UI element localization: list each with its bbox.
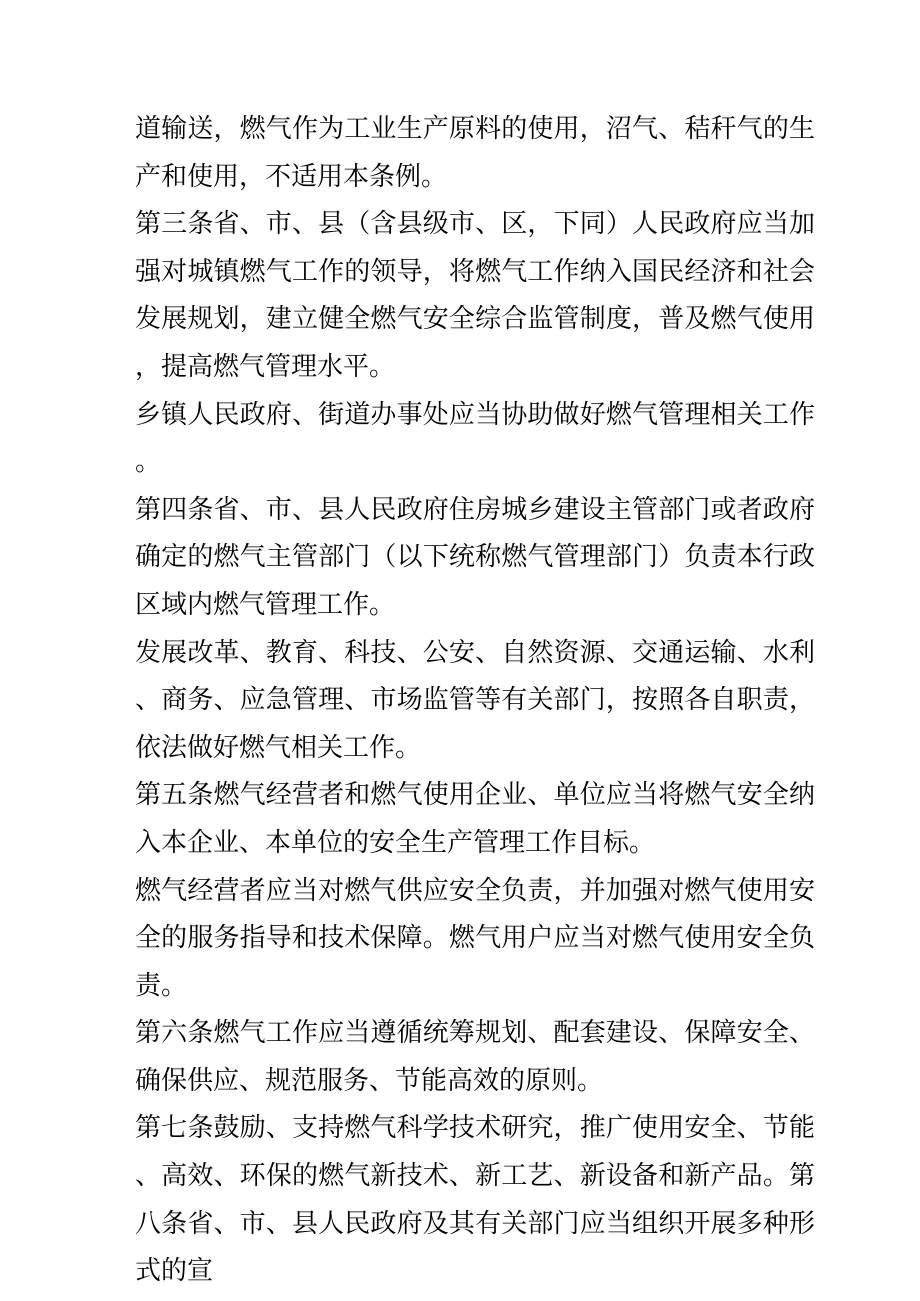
paragraph-article-3-township: 乡镇人民政府、街道办事处应当协助做好燃气管理相关工作。 — [135, 399, 815, 478]
document-body — [135, 106, 815, 1296]
paragraph-article-4: 第四条省、市、县人民政府住房城乡建设主管部门或者政府确定的燃气主管部门（以下统称燃气管理部门）负责本行政区域内燃气管理工作。 — [135, 494, 815, 620]
paragraph-article-5-operators: 燃气经营者应当对燃气供应安全负责，并加强对燃气使用安全的服务指导和技术保障。燃气用户应当对燃气使用安全负责。 — [135, 875, 815, 1001]
paragraph-article-5: 第五条燃气经营者和燃气使用企业、单位应当将燃气安全纳入本企业、本单位的安全生产管理工作目标。 — [135, 780, 815, 858]
paragraph-article-6: 第六条燃气工作应当遵循统筹规划、配套建设、保障安全、确保供应、规范服务、节能高效的原则。 — [135, 1018, 815, 1096]
paragraph-article-3: 第三条省、市、县（含县级市、区，下同）人民政府应当加强对城镇燃气工作的领导，将燃气工作纳入国民经济和社会发展规划，建立健全燃气安全综合监管制度，普及燃气使用，提高燃气管理水平。 — [135, 209, 815, 382]
paragraph-article-7-8: 第七条鼓励、支持燃气科学技术研究，推广使用安全、节能、高效、环保的燃气新技术、新工艺、新设备和新产品。第八条省、市、县人民政府及其有关部门应当组织开展多种形式的宣 — [135, 1113, 815, 1287]
paragraph-continuation: 道输送，燃气作为工业生产原料的使用，沼气、秸秆气的生产和使用，不适用本条例。 — [135, 114, 815, 192]
paragraph-article-4-departments: 发展改革、教育、科技、公安、自然资源、交通运输、水利、商务、应急管理、市场监管等有关部门，按照各自职责，依法做好燃气相关工作。 — [135, 637, 815, 763]
